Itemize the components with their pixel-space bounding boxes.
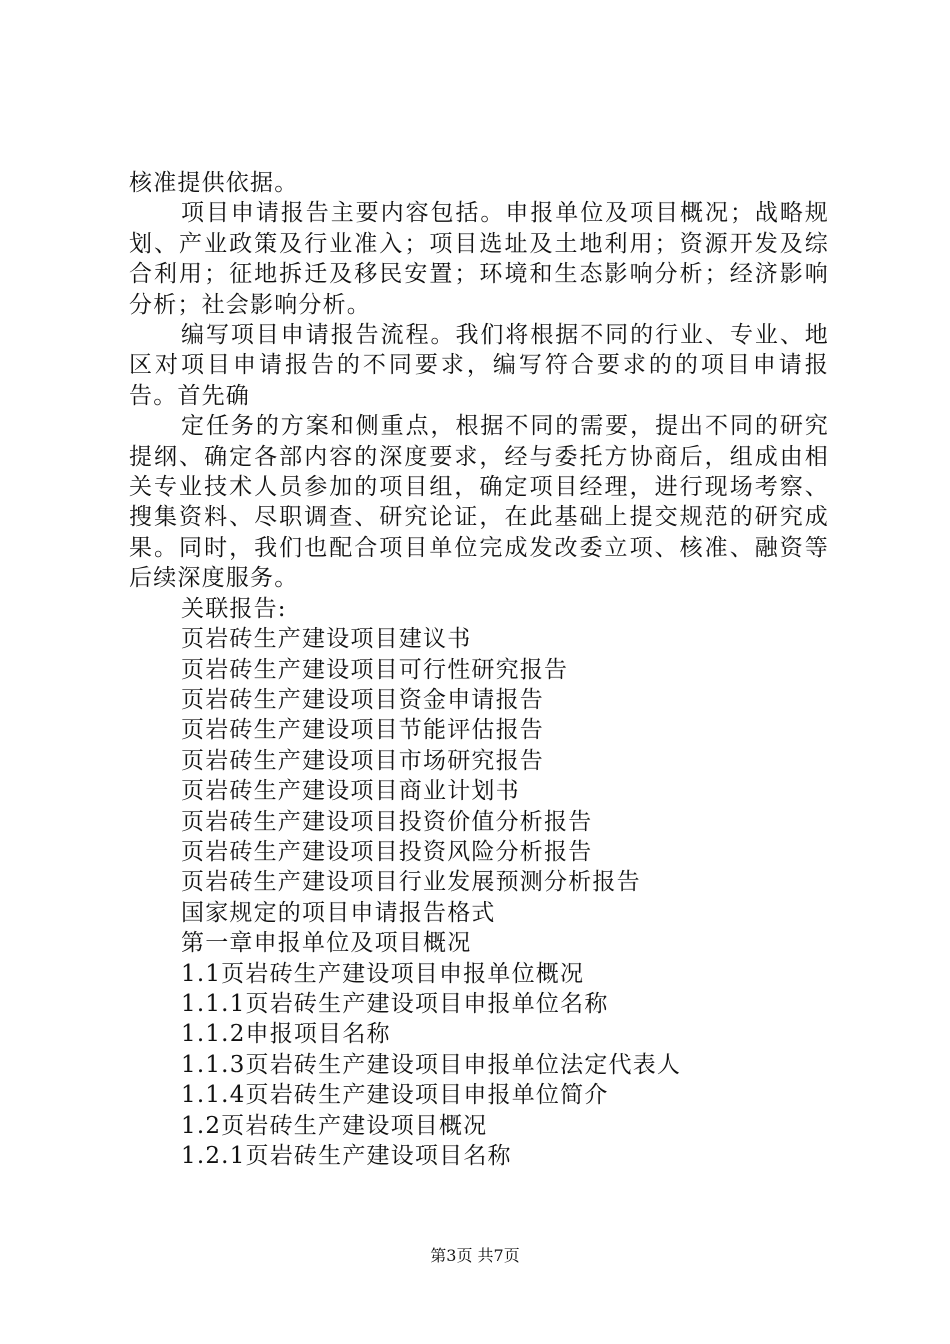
toc-item: 1.1.4页岩砖生产建设项目申报单位简介 [181, 1082, 609, 1109]
paragraph-service: 定任务的方案和侧重点，根据不同的需要，提出不同的研究提纲、确定各部内容的深度要求，经与委托方协商后，组成由相关专业技术人员参加的项目组，确定项目经理，进行现场考察、搜集资料、尽职调查、研究论证，在此基础上提交规范的研究成果。同时，我们也配合项目单位完成发改委立项、核准、融资等后续深度服务。 [129, 413, 829, 592]
list-item: 页岩砖生产建设项目行业发展预测分析报告 [181, 869, 641, 896]
toc-item: 1.1.3页岩砖生产建设项目申报单位法定代表人 [181, 1051, 682, 1078]
list-item: 页岩砖生产建设项目节能评估报告 [181, 717, 544, 744]
list-item: 页岩砖生产建设项目投资价值分析报告 [181, 808, 593, 835]
list-item: 页岩砖生产建设项目资金申请报告 [181, 686, 544, 713]
related-reports-heading: 关联报告: [181, 595, 287, 622]
format-heading: 国家规定的项目申请报告格式 [181, 899, 496, 926]
list-item: 页岩砖生产建设项目投资风险分析报告 [181, 838, 593, 865]
document-body [129, 168, 829, 1171]
paragraph-contents: 项目申请报告主要内容包括。申报单位及项目概况；战略规划、产业政策及行业准入；项目选址及土地利用；资源开发及综合利用；征地拆迁及移民安置；环境和生态影响分析；经济影响分析；社会影响分析。 [129, 200, 829, 318]
list-item: 页岩砖生产建设项目商业计划书 [181, 778, 520, 805]
list-item: 页岩砖生产建设项目建议书 [181, 626, 472, 653]
list-item: 页岩砖生产建设项目市场研究报告 [181, 747, 544, 774]
paragraph-process: 编写项目申请报告流程。我们将根据不同的行业、专业、地区对项目申请报告的不同要求，编写符合要求的的项目申请报告。首先确 [129, 322, 829, 409]
page-number-footer: 第3页 共7页 [430, 1246, 520, 1265]
toc-item: 1.2.1页岩砖生产建设项目名称 [181, 1143, 512, 1169]
toc-item: 1.1.1页岩砖生产建设项目申报单位名称 [181, 990, 609, 1017]
chapter-heading: 第一章申报单位及项目概况 [181, 930, 472, 957]
toc-item: 1.1.2申报项目名称 [181, 1021, 391, 1048]
toc-item: 1.2页岩砖生产建设项目概况 [181, 1112, 488, 1139]
paragraph-intro: 核准提供依据。 [129, 170, 299, 196]
toc-item: 1.1页岩砖生产建设项目申报单位概况 [181, 960, 585, 987]
list-item: 页岩砖生产建设项目可行性研究报告 [181, 656, 569, 683]
